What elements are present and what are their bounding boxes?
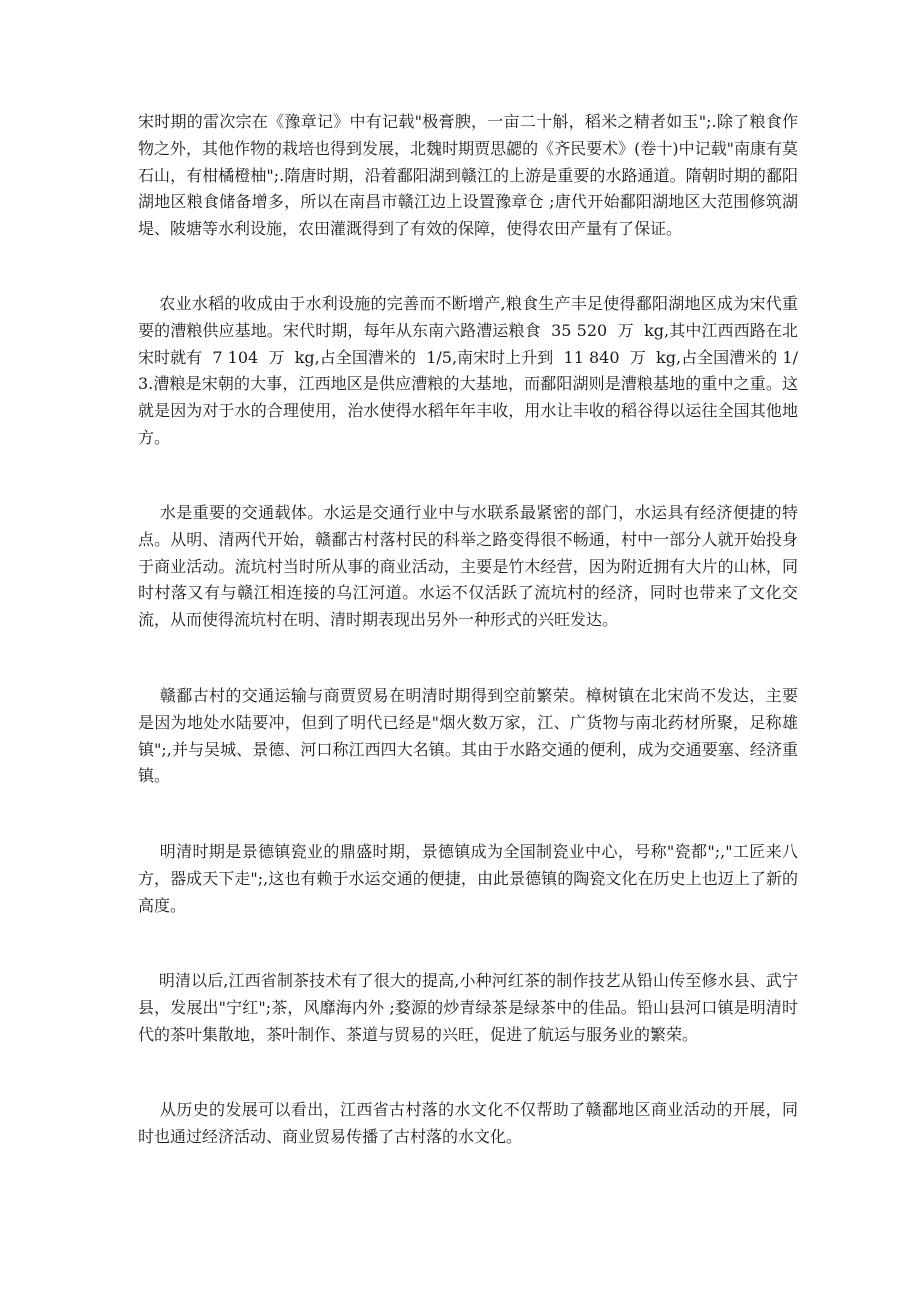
paragraph-3: 水是重要的交通载体。水运是交通行业中与水联系最紧密的部门，水运具有经济便捷的特点。从明、清两代开始，赣鄱古村落村民的科举之路变得很不畅通，村中一部分人就开始投身于商业活动。流坑村当时所从事的商业活动，主要是竹木经营，因为附近拥有大片的山林，同时村落又有与赣江相连接的乌江河道。水运不仅活跃了流坑村的经济，同时也带来了文化交流，从而使得流坑村在明、清时期表现出另外一种形式的兴旺发达。 <box>138 503 798 630</box>
paragraph-4: 赣鄱古村的交通运输与商贾贸易在明清时期得到空前繁荣。樟树镇在北宋尚不发达，主要是因为地处水陆要冲，但到了明代已经是"烟火数万家，江、广货物与南北药材所聚，足称雄镇";,并与吴城、景德、河口称江西四大名镇。其由于水路交通的便利，成为交通要塞、经济重镇。 <box>138 686 798 786</box>
paragraph-6: 明清以后,江西省制茶技术有了很大的提高,小种河红茶的制作技艺从铅山传至修水县、武宁县，发展出"宁红";茶，风靡海内外 ;婺源的炒青绿茶是绿茶中的佳品。铅山县河口镇是明清时代的茶叶集散地，茶叶制作、茶道与贸易的兴旺，促进了航运与服务业的繁荣。 <box>138 971 798 1044</box>
paragraph-5: 明清时期是景德镇瓷业的鼎盛时期，景德镇成为全国制瓷业中心，号称"瓷都";,"工匠来八方，器成天下走";,这也有赖于水运交通的便捷，由此景德镇的陶瓷文化在历史上也迈上了新的高度。 <box>138 842 798 915</box>
paragraph-1: 宋时期的雷次宗在《豫章记》中有记载"极膏腴，一亩二十斛，稻米之精者如玉";.除了粮食作物之外，其他作物的栽培也得到发展，北魏时期贾思勰的《齐民要术》(卷十)中记载"南康有莫石山，有柑橘橙柚";.隋唐时期，沿着鄱阳湖到赣江的上游是重要的水路通道。隋朝时期的鄱阳湖地区粮食储备增多，所以在南昌市赣江边上设置豫章仓 ;唐代开始鄱阳湖地区大范围修筑湖堤、陂塘等水利设施，农田灌溉得到了有效的保障，使得农田产量有了保证。 <box>138 112 798 239</box>
paragraph-7: 从历史的发展可以看出，江西省古村落的水文化不仅帮助了赣鄱地区商业活动的开展，同时也通过经济活动、商业贸易传播了古村落的水文化。 <box>138 1100 798 1146</box>
paragraph-2: 农业水稻的收成由于水利设施的完善而不断增产,粮食生产丰足使得鄱阳湖地区成为宋代重要的漕粮供应基地。宋代时期，每年从东南六路漕运粮食 35 520 万 kg,其中江西西路在北宋时就有 7 104 万 kg,占全国漕米的 1/5,南宋时上升到 11 840 万 kg,占全国漕米的 1/3.漕粮是宋朝的大事，江西地区是供应漕粮的大基地，而鄱阳湖则是漕粮基地的重中之重。这就是因为对于水的合理使用，治水使得水稻年年丰收，用水让丰收的稻谷得以运往全国其他地方。 <box>138 294 798 447</box>
